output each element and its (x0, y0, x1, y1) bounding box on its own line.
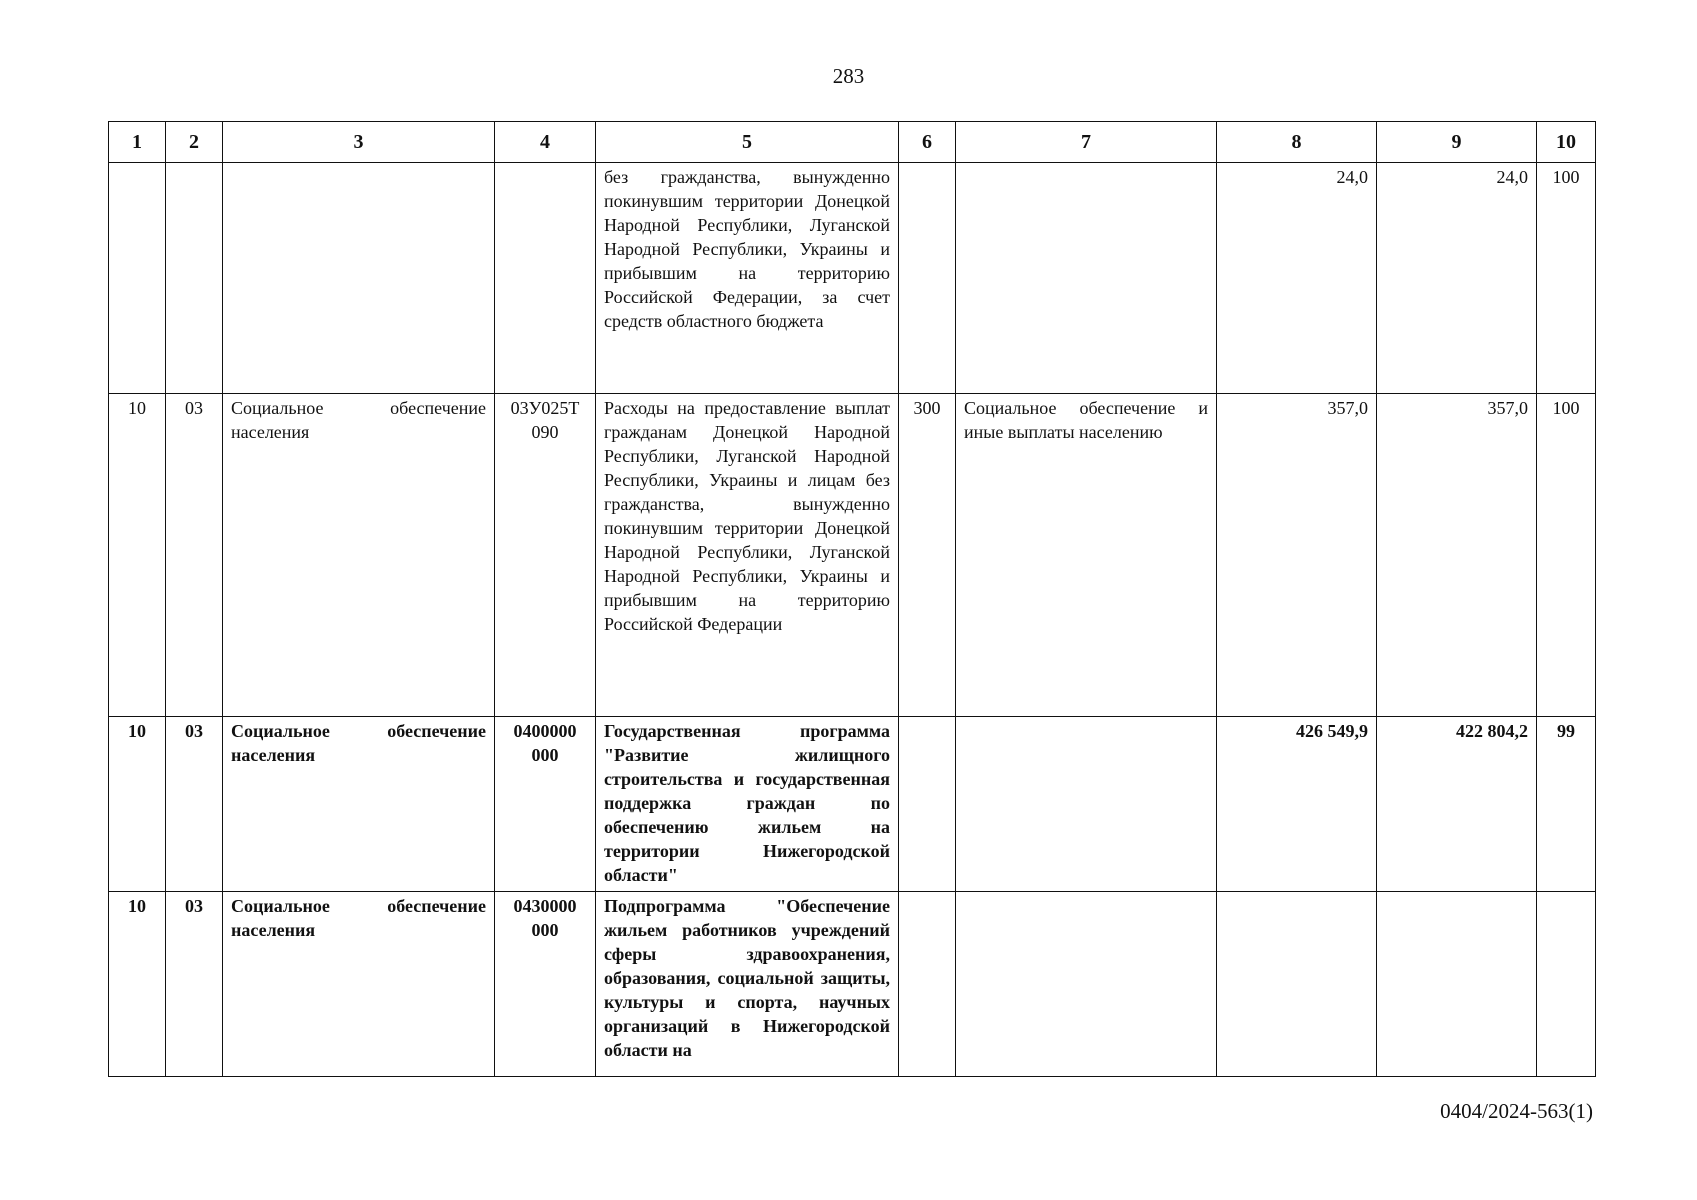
cell-subsection: 03 (166, 394, 223, 717)
table-row (109, 163, 1596, 394)
column-header: 7 (956, 122, 1217, 163)
cell-description: без гражданства, вынужденно покинувшим территории Донецкой Народной Республики, Луганской Народной Республики, Украины и прибывшим на территорию Российской Федерации, за счет средств областного бюджета (596, 163, 899, 394)
cell-planned (1217, 892, 1377, 1077)
cell-percent (1537, 892, 1596, 1077)
page-number: 283 (832, 64, 865, 88)
table-row (109, 394, 1596, 717)
cell-percent: 100 (1537, 163, 1596, 394)
cell-description: Расходы на предоставление выплат гражданам Донецкой Народной Республики, Луганской Народной Республики, Украины и лицам без гражданства, вынужденно покинувшим территории Донецкой Народной Республики, Луганской Народной Республики, Украины и прибывшим на территорию Российской Федерации (596, 394, 899, 717)
cell-executed: 24,0 (1377, 163, 1537, 394)
column-header: 5 (596, 122, 899, 163)
column-header: 9 (1377, 122, 1537, 163)
cell-expense-type: 300 (899, 394, 956, 717)
cell-section-name: Социальное обеспечение населения (223, 717, 495, 892)
column-header: 2 (166, 122, 223, 163)
cell-description: Подпрограмма "Обеспечение жильем работников учреждений сферы здравоохранения, образования, социальной защиты, культуры и спорта, научных организаций в Нижегородской области на (596, 892, 899, 1077)
cell-section: 10 (109, 892, 166, 1077)
cell-executed: 422 804,2 (1377, 717, 1537, 892)
cell-target-code: 0400000 000 (495, 717, 596, 892)
cell-percent: 100 (1537, 394, 1596, 717)
cell-target-code (495, 163, 596, 394)
budget-table (108, 121, 1596, 1077)
cell-target-code: 0430000 000 (495, 892, 596, 1077)
cell-target-code: 03У025Т 090 (495, 394, 596, 717)
cell-subsection: 03 (166, 892, 223, 1077)
cell-subsection: 03 (166, 717, 223, 892)
cell-section-name (223, 163, 495, 394)
cell-section (109, 163, 166, 394)
column-header: 4 (495, 122, 596, 163)
cell-planned: 357,0 (1217, 394, 1377, 717)
cell-expense-type (899, 892, 956, 1077)
column-header: 1 (109, 122, 166, 163)
cell-expense-type-name: Социальное обеспечение и иные выплаты населению (956, 394, 1217, 717)
cell-executed (1377, 892, 1537, 1077)
cell-section: 10 (109, 717, 166, 892)
cell-planned: 426 549,9 (1217, 717, 1377, 892)
column-header: 3 (223, 122, 495, 163)
cell-planned: 24,0 (1217, 163, 1377, 394)
table-row (109, 717, 1596, 892)
cell-expense-type-name (956, 163, 1217, 394)
cell-expense-type-name (956, 892, 1217, 1077)
cell-description: Государственная программа "Развитие жилищного строительства и государственная поддержка граждан по обеспечению жильем на территории Нижегородской области" (596, 717, 899, 892)
cell-section: 10 (109, 394, 166, 717)
table-row (109, 892, 1596, 1077)
cell-executed: 357,0 (1377, 394, 1537, 717)
column-header: 10 (1537, 122, 1596, 163)
document-code: 0404/2024-563(1) (1440, 1099, 1593, 1123)
cell-subsection (166, 163, 223, 394)
cell-section-name: Социальное обеспечение населения (223, 394, 495, 717)
cell-expense-type (899, 163, 956, 394)
column-header: 8 (1217, 122, 1377, 163)
header-row (109, 122, 1596, 163)
column-header: 6 (899, 122, 956, 163)
cell-expense-type-name (956, 717, 1217, 892)
cell-percent: 99 (1537, 717, 1596, 892)
cell-expense-type (899, 717, 956, 892)
cell-section-name: Социальное обеспечение населения (223, 892, 495, 1077)
